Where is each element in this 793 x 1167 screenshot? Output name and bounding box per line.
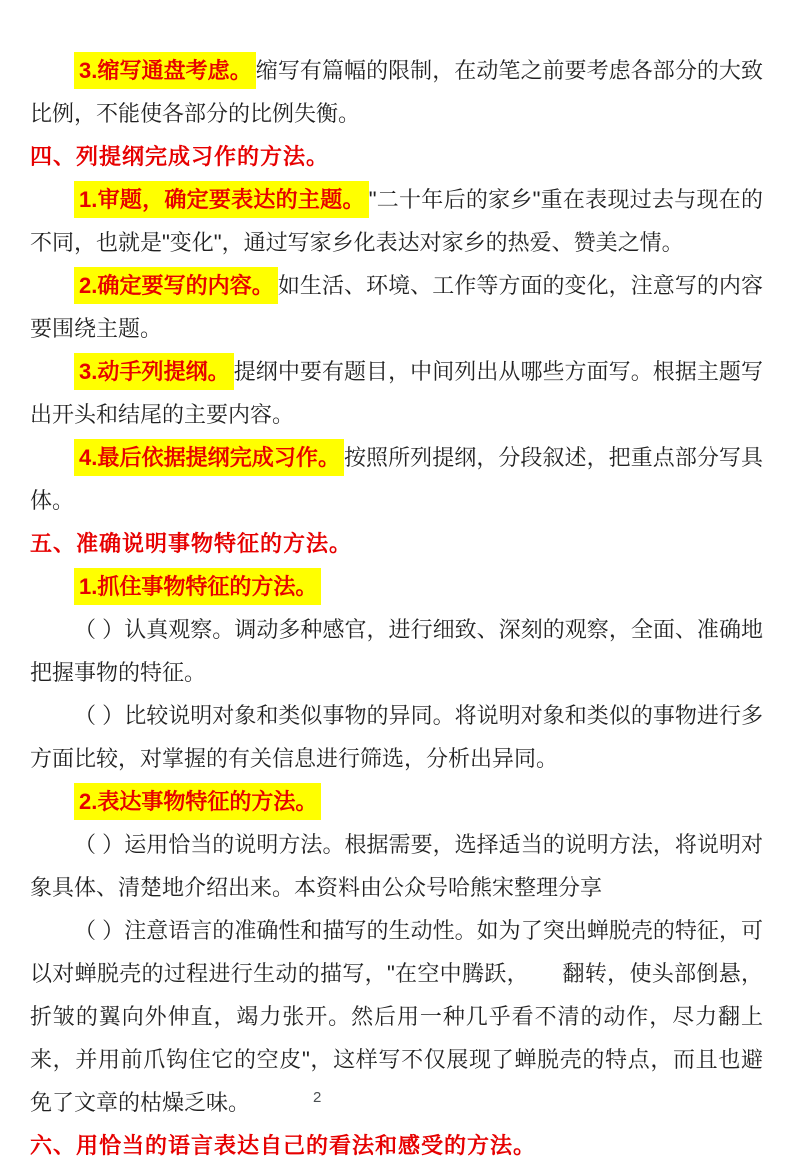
paragraph-explain-methods xyxy=(30,823,763,909)
body-text: （ ）运用恰当的说明方法。根据需要，选择适当的说明方法，将说明对象具体、清楚地介绍出来。本资料由公众号哈熊宋整理分享 xyxy=(30,832,763,900)
body-text: 按照所列提纲，分段叙述，把重点部分写具体。 xyxy=(30,445,763,513)
body-text: "二十年后的家乡"重在表现过去与现在的不同，也就是"变化"，通过写家乡化表达对家乡的热爱、赞美之情。 xyxy=(30,187,763,255)
body-text: （ ）比较说明对象和类似事物的异同。将说明对象和类似的事物进行多方面比较，对掌握的有关信息进行筛选，分析出异同。 xyxy=(30,703,763,771)
highlight-subheading: 1.抓住事物特征的方法。 xyxy=(74,568,321,605)
highlight-subheading: 2.确定要写的内容。 xyxy=(74,267,278,304)
highlight-subheading: 3.动手列提纲。 xyxy=(74,353,234,390)
body-text: 缩写有篇幅的限制，在动笔之前要考虑各部分的大致比例，不能使各部分的比例失衡。 xyxy=(30,58,763,126)
highlight-subheading: 4.最后依据提纲完成习作。 xyxy=(74,439,344,476)
highlight-subheading: 3.缩写通盘考虑。 xyxy=(74,52,256,89)
highlight-subheading: 2.表达事物特征的方法。 xyxy=(74,783,321,820)
highlight-subheading: 1.审题，确定要表达的主题。 xyxy=(74,181,369,218)
page-number: 2 xyxy=(313,1089,322,1106)
paragraph-language-accuracy xyxy=(30,909,763,1124)
paragraph-grasp-features xyxy=(30,565,763,608)
section-heading-six: 六、用恰当的语言表达自己的看法和感受的方法。 xyxy=(30,1133,537,1158)
paragraph-topic-review xyxy=(30,178,763,264)
paragraph-make-outline xyxy=(30,350,763,436)
document-body xyxy=(30,49,763,1167)
paragraph-express-features xyxy=(30,780,763,823)
body-text: 如生活、环境、工作等方面的变化，注意写的内容要围绕主题。 xyxy=(30,273,763,341)
section-heading-five: 五、准确说明事物特征的方法。 xyxy=(30,531,353,556)
paragraph-compare xyxy=(30,694,763,780)
body-text: （ ）认真观察。调动多种感官，进行细致、深刻的观察，全面、准确地把握事物的特征。 xyxy=(30,617,763,685)
paragraph-content-choice xyxy=(30,264,763,350)
body-text: 提纲中要有题目，中间列出从哪些方面写。根据主题写出开头和结尾的主要内容。 xyxy=(30,359,763,427)
body-text: （ ）注意语言的准确性和描写的生动性。如为了突出蝉脱壳的特征，可以对蝉脱壳的过程进行生动的描写，"在空中腾跃， 翻转，使头部倒悬，折皱的翼向外伸直，竭力张开。然后用一种几乎看不清的动作，尽力翻上来，并用前爪钩住它的空皮"，这样写不仅展现了蝉脱壳的特点，而且也避免了文章的枯燥乏味。 xyxy=(30,918,763,1115)
paragraph-observe xyxy=(30,608,763,694)
paragraph-finish-draft xyxy=(30,436,763,522)
paragraph-abbrev-overall xyxy=(30,49,763,135)
section-heading-four: 四、列提纲完成习作的方法。 xyxy=(30,144,330,169)
